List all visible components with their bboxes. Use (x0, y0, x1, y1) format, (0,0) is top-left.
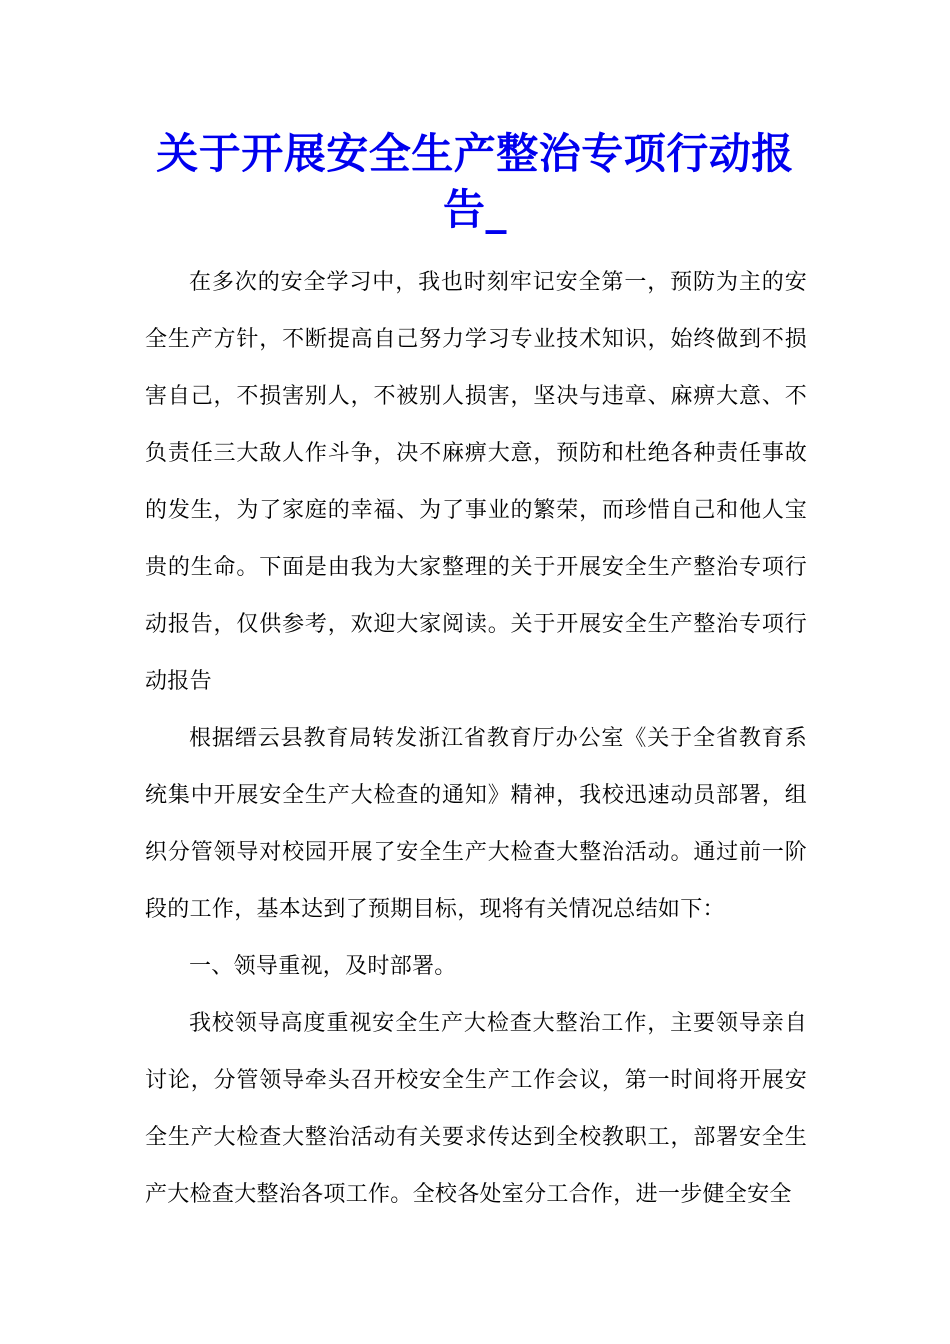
paragraph-background: 根据缙云县教育局转发浙江省教育厅办公室《关于全省教育系统集中开展安全生产大检查的通知》精神，我校迅速动员部署，组织分管领导对校园开展了安全生产大检查大整治活动。通过前一阶段的工作，基本达到了预期目标，现将有关情况总结如下： (145, 726, 807, 922)
paragraph-intro: 在多次的安全学习中，我也时刻牢记安全第一，预防为主的安全生产方针，不断提高自己努力学习专业技术知识，始终做到不损害自己，不损害别人，不被别人损害，坚决与违章、麻痹大意、不负责任三大敌人作斗争，决不麻痹大意，预防和杜绝各种责任事故的发生，为了家庭的幸福、为了事业的繁荣，而珍惜自己和他人宝贵的生命。下面是由我为大家整理的关于开展安全生产整治专项行动报告，仅供参考，欢迎大家阅读。关于开展安全生产整治专项行动报告 (145, 270, 807, 694)
paragraph-leadership: 我校领导高度重视安全生产大检查大整治工作，主要领导亲自讨论，分管领导牵头召开校安全生产工作会议，第一时间将开展安全生产大检查大整治活动有关要求传达到全校教职工，部署安全生产大检查大整治各项工作。全校各处室分工合作，进一步健全安全 (145, 1011, 807, 1207)
document-title: 关于开展安全生产整治专项行动报告_ (156, 129, 794, 234)
section-heading-leadership: 一、领导重视，及时部署。 (189, 954, 457, 979)
document-body (145, 254, 807, 1223)
